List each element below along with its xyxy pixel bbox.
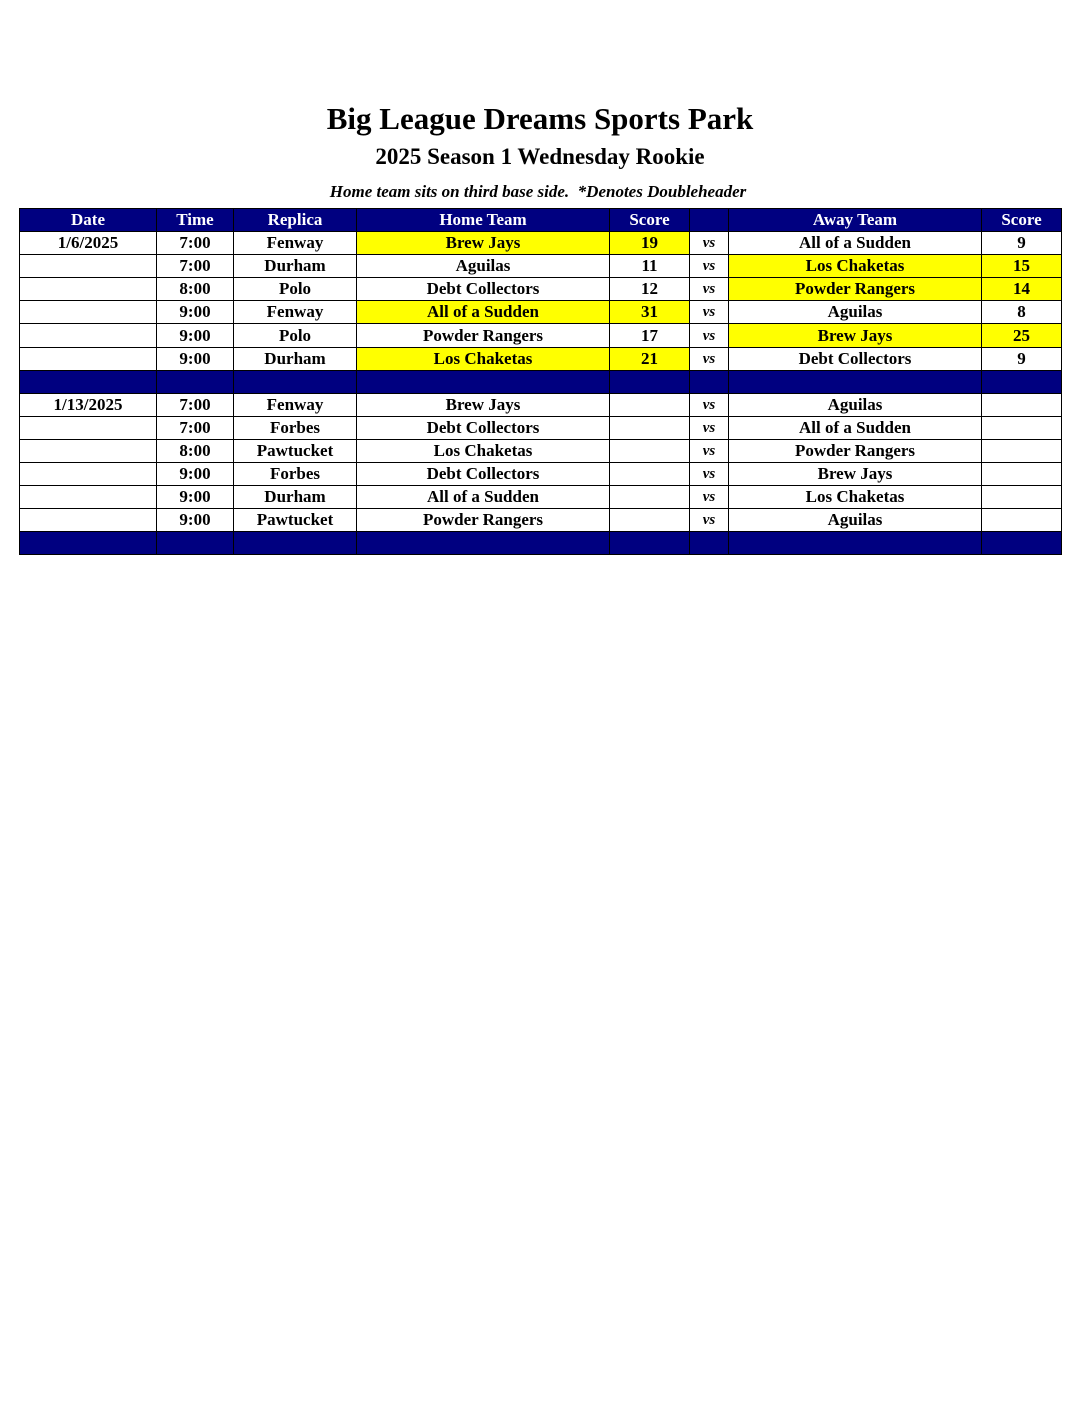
home-team-cell: All of a Sudden [357,486,610,509]
home-team-cell: Debt Collectors [357,416,610,439]
separator-row [20,532,1062,555]
date-cell [20,347,157,370]
replica-cell: Fenway [234,232,357,255]
time-cell: 7:00 [157,232,234,255]
table-row [20,347,1062,370]
vs-cell: vs [690,486,729,509]
away-team-cell: Powder Rangers [729,278,982,301]
home-score-cell: 31 [610,301,690,324]
header-date: Date [20,209,157,232]
away-score-cell: 8 [982,301,1062,324]
away-score-cell [982,486,1062,509]
home-score-cell [610,463,690,486]
replica-cell: Polo [234,278,357,301]
time-cell: 9:00 [157,301,234,324]
table-row [20,416,1062,439]
schedule-note: Home team sits on third base side. *Denotes Doubleheader [329,182,747,201]
date-cell [20,439,157,462]
time-cell: 9:00 [157,347,234,370]
replica-cell: Durham [234,347,357,370]
away-score-cell: 14 [982,278,1062,301]
table-row [20,278,1062,301]
away-team-cell: Aguilas [729,509,982,532]
schedule-body [20,232,1062,555]
replica-cell: Pawtucket [234,439,357,462]
away-score-cell [982,509,1062,532]
table-row [20,324,1062,347]
replica-cell: Fenway [234,393,357,416]
away-team-cell: Los Chaketas [729,255,982,278]
date-cell [20,509,157,532]
vs-cell: vs [690,324,729,347]
vs-cell: vs [690,393,729,416]
home-score-cell: 21 [610,347,690,370]
header-replica: Replica [234,209,357,232]
away-score-cell: 15 [982,255,1062,278]
home-team-cell: Aguilas [357,255,610,278]
header-away-score: Score [982,209,1062,232]
page-subtitle: 2025 Season 1 Wednesday Rookie [375,144,705,169]
date-cell: 1/6/2025 [20,232,157,255]
time-cell: 7:00 [157,393,234,416]
vs-cell: vs [690,416,729,439]
separator-cell [157,370,234,393]
time-cell: 9:00 [157,509,234,532]
separator-cell [729,370,982,393]
date-cell [20,486,157,509]
home-score-cell [610,416,690,439]
away-team-cell: Aguilas [729,393,982,416]
vs-cell: vs [690,255,729,278]
table-row [20,509,1062,532]
separator-cell [234,532,357,555]
time-cell: 7:00 [157,255,234,278]
date-cell [20,255,157,278]
date-cell: 1/13/2025 [20,393,157,416]
away-team-cell: Brew Jays [729,324,982,347]
replica-cell: Fenway [234,301,357,324]
home-score-cell [610,486,690,509]
home-team-cell: Brew Jays [357,393,610,416]
separator-cell [982,532,1062,555]
home-team-cell: Debt Collectors [357,463,610,486]
home-team-cell: Brew Jays [357,232,610,255]
vs-cell: vs [690,439,729,462]
replica-cell: Durham [234,486,357,509]
home-team-cell: Debt Collectors [357,278,610,301]
table-header-row [20,209,1062,232]
time-cell: 8:00 [157,439,234,462]
table-row [20,463,1062,486]
away-team-cell: Powder Rangers [729,439,982,462]
separator-cell [234,370,357,393]
separator-cell [729,532,982,555]
away-team-cell: All of a Sudden [729,416,982,439]
header-away-team: Away Team [729,209,982,232]
replica-cell: Polo [234,324,357,347]
table-row [20,486,1062,509]
away-score-cell: 25 [982,324,1062,347]
date-cell [20,463,157,486]
time-cell: 9:00 [157,324,234,347]
home-score-cell: 17 [610,324,690,347]
away-score-cell: 9 [982,347,1062,370]
separator-cell [690,370,729,393]
home-score-cell [610,393,690,416]
separator-cell [610,370,690,393]
away-team-cell: Aguilas [729,301,982,324]
home-team-cell: All of a Sudden [357,301,610,324]
home-score-cell: 11 [610,255,690,278]
date-cell [20,416,157,439]
vs-cell: vs [690,278,729,301]
away-score-cell [982,393,1062,416]
home-score-cell [610,509,690,532]
replica-cell: Forbes [234,463,357,486]
date-cell [20,324,157,347]
vs-cell: vs [690,509,729,532]
time-cell: 7:00 [157,416,234,439]
table-row [20,232,1062,255]
replica-cell: Pawtucket [234,509,357,532]
date-cell [20,301,157,324]
vs-cell: vs [690,347,729,370]
home-team-cell: Los Chaketas [357,439,610,462]
separator-cell [20,370,157,393]
separator-cell [982,370,1062,393]
table-row [20,393,1062,416]
away-team-cell: All of a Sudden [729,232,982,255]
away-team-cell: Debt Collectors [729,347,982,370]
separator-cell [690,532,729,555]
separator-cell [357,370,610,393]
home-team-cell: Los Chaketas [357,347,610,370]
away-team-cell: Los Chaketas [729,486,982,509]
away-score-cell [982,463,1062,486]
home-score-cell: 12 [610,278,690,301]
away-score-cell [982,416,1062,439]
header-home-team: Home Team [357,209,610,232]
vs-cell: vs [690,463,729,486]
page-title: Big League Dreams Sports Park [326,101,754,136]
time-cell: 8:00 [157,278,234,301]
away-score-cell: 9 [982,232,1062,255]
away-team-cell: Brew Jays [729,463,982,486]
separator-cell [357,532,610,555]
away-score-cell [982,439,1062,462]
home-score-cell [610,439,690,462]
table-row [20,301,1062,324]
separator-cell [20,532,157,555]
home-team-cell: Powder Rangers [357,324,610,347]
home-team-cell: Powder Rangers [357,509,610,532]
table-row [20,255,1062,278]
header-time: Time [157,209,234,232]
vs-cell: vs [690,301,729,324]
separator-cell [610,532,690,555]
home-score-cell: 19 [610,232,690,255]
table-row [20,439,1062,462]
separator-cell [157,532,234,555]
vs-cell: vs [690,232,729,255]
date-cell [20,278,157,301]
schedule-table [19,208,1062,555]
replica-cell: Forbes [234,416,357,439]
time-cell: 9:00 [157,463,234,486]
header-home-score: Score [610,209,690,232]
separator-row [20,370,1062,393]
time-cell: 9:00 [157,486,234,509]
header-vs [690,209,729,232]
replica-cell: Durham [234,255,357,278]
